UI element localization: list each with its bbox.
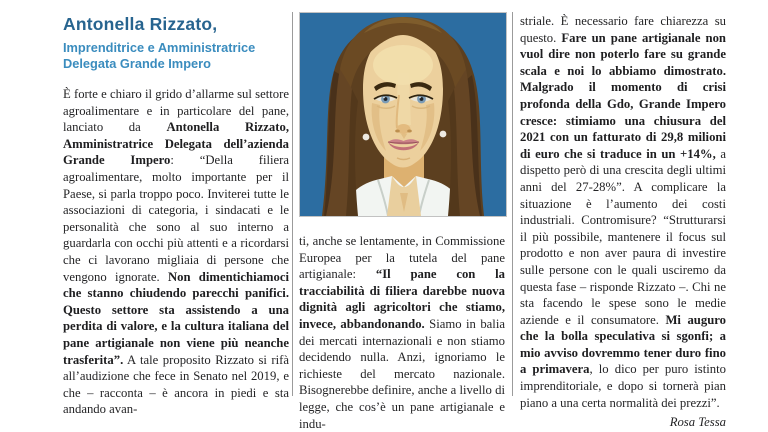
column-divider-left	[292, 12, 293, 396]
text-segment-bold: Antonella Rizzato, Amministratrice Delegata dell’azienda Grande Impero	[63, 120, 289, 168]
text-segment-bold: Fare un pane artigianale non vuol dire non poterlo fare su grande scala e noi lo abbiamo dimostrato. Malgrado il momento di crisi profonda della Gdo, Grande Impero cresce: stimiamo una chiusura del 2021 con un fatturato di 29,8 milioni di euro che si traduce in un +14%,	[520, 30, 726, 161]
text-segment-bold: Non dimentichiamoci che stanno chiudendo parecchi panifici. Questo settore sta assistendo a una perdita di valore, e la cultura italiana del pane artigianale non viene più neanche trasferita”.	[63, 269, 290, 367]
article-text-right	[520, 13, 726, 411]
text-segment: A tale proposito Rizzato si rifà all’audizione che fece in Senato nel 2019, e che – racconta – è ancora in piedi e sta andando avan-	[63, 352, 289, 417]
text-segment: striale. È necessario fare chiarezza su questo.	[520, 14, 726, 45]
article-header	[63, 14, 293, 71]
article-text-left	[63, 86, 289, 418]
column-middle	[299, 233, 505, 432]
text-segment: : “Della filiera agroalimentare, molto importante per il Paese, si parla troppo poco. Inviterei tutte le associazioni di categoria, i sindacati e le personalità che sono al suo interno a guardarla con occhi più attenti e a ricordarsi che ci lavorano migliaia di persone che vengono ignorate.	[63, 153, 290, 284]
article-title: Antonella Rizzato,	[63, 14, 218, 34]
column-divider-right	[512, 12, 513, 396]
text-segment: ti, anche se lentamente, in Commissione Europea per la tutela del pane artigianale:	[299, 234, 505, 282]
text-segment: Siamo in balia dei mercati internazionali e non stiamo decidendo nulla. Anzi, ignoriamo le richieste del mercato nazionale. Bisognerebbe definire, anche a livello di legge, che cos’è un pane artigianale e indu-	[299, 316, 505, 431]
portrait-illustration	[299, 12, 507, 217]
woman-portrait-vector	[300, 13, 506, 216]
text-segment: È forte e chiaro il grido d’allarme sul settore agroalimentare e in particolare del pane, lanciato da	[63, 87, 289, 135]
text-segment: , lo dico per puro istinto imprenditoriale, e dopo si tornerà pian piano a una certa normalità dei prezzi”.	[520, 362, 726, 410]
pearl-earring-left	[363, 134, 370, 141]
article-text-middle	[299, 233, 505, 432]
article-subtitle: Imprenditrice e Amministratrice Delegata Grande Impero	[63, 40, 256, 71]
column-right	[520, 13, 726, 431]
author-byline: Rosa Tessa	[669, 415, 726, 430]
text-segment-bold: “Il pane con la tracciabilità di filiera darebbe nuova dignità agli agricoltori che stiamo, invece, abbandonando.	[299, 267, 505, 331]
column-left	[63, 86, 289, 418]
pearl-earring-right	[440, 131, 447, 138]
text-segment: a dispetto però di una crescita degli ultimi anni del 27-28%”. A complicare la situazione è l’aumento dei costi industriali. Contromisure? “Strutturarsi il più possibile, mantenere il focus sul prodotto e non aver paura di investire sulle persone con le quali usciremo da questa fase – risponde Rizzato –. Chi ne sta facendo le spese sono le medie aziende e il consumatore.	[520, 146, 726, 327]
text-segment-bold: Mi auguro che la bolla speculativa si sgonfi; a mio avviso dovremmo tener duro fino a primavera	[520, 312, 727, 377]
